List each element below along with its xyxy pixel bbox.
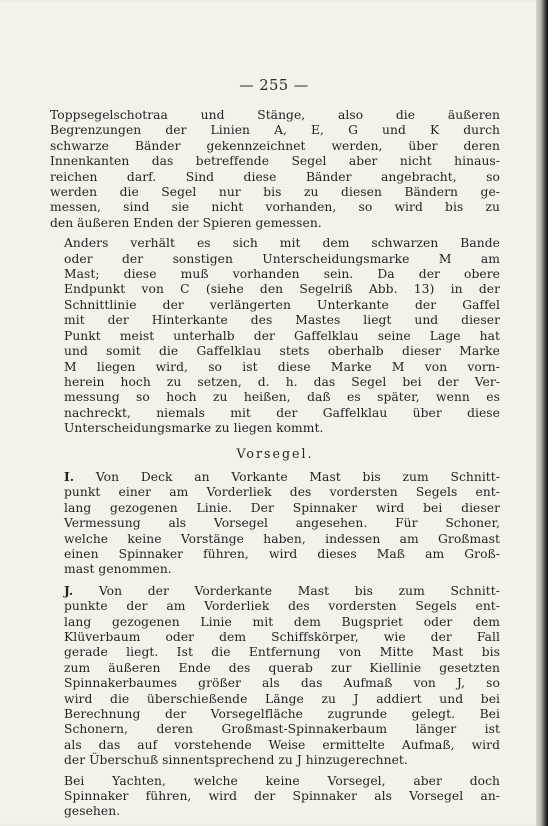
text-line: punkte der am Vorderliek des vordersten Segels ent- [64, 599, 500, 614]
text-line: zum äußeren Ende des querab zur Kiellinie gesetzten [64, 660, 500, 675]
text-line: Endpunkt von C (siehe den Segelriß Abb. 13) in der [64, 282, 500, 297]
text-line: lang gezogenen Linie mit dem Bugspriet oder dem [64, 614, 500, 629]
text-line: Schnittlinie der verlängerten Unterkante der Gaffel [64, 297, 500, 312]
text-line: gerade liegt. Ist die Entfernung von Mitte Mast bis [64, 645, 500, 660]
paragraph [50, 469, 500, 578]
section-heading: Vorsegel. [236, 445, 314, 461]
text-line: nachreckt, niemals mit der Gaffelklau über diese [64, 405, 500, 420]
text-line: Vermessung als Vorsegel angesehen. Für Schoner, [64, 516, 500, 531]
text-line: wird die überschießende Länge zu J addiert und bei [64, 691, 500, 706]
text-line: M liegen wird, so ist diese Marke M von vorn- [64, 359, 500, 374]
text-line: oder der sonstigen Unterscheidungsmarke M am [64, 251, 500, 266]
book-spine-shadow [536, 0, 548, 826]
text-line: Schonern, deren Großmast-Spinnakerbaum länger ist [64, 722, 500, 737]
text-line: welche keine Vorstänge haben, indessen am Großmast [64, 531, 500, 546]
text-line: lang gezogenen Linie. Der Spinnaker wird bei dieser [64, 500, 500, 515]
text-line: Unterscheidungsmarke zu liegen kommt. [64, 421, 324, 436]
text-line: herein hoch zu setzen, d. h. das Segel bei der Ver- [64, 374, 500, 389]
text-line: Innenkanten das betreffende Segel aber nicht hinaus- [50, 154, 500, 169]
paragraph [50, 774, 500, 820]
text-line: Begrenzungen der Linien A, E, G und K durch [50, 123, 500, 138]
text-line: Bei Yachten, welche keine Vorsegel, aber doch [64, 773, 500, 788]
page-text [50, 108, 500, 820]
text-line: Anders verhält es sich mit dem schwarzen Bande [64, 236, 500, 251]
paragraph [50, 108, 500, 231]
paragraph-lead-label: I. [64, 468, 75, 484]
text-line: punkt einer am Vorderliek des vordersten Segels ent- [64, 485, 500, 500]
page-number: — 255 — [239, 78, 309, 94]
text-line: Berechnung der Vorsegelfläche zugrunde gelegt. Bei [64, 707, 500, 722]
text-line: werden die Segel nur bis zu diesen Bändern ge- [50, 185, 500, 200]
text-line: reichen darf. Sind diese Bänder angebracht, so [50, 169, 500, 184]
paragraph-lead-label: J. [64, 582, 74, 598]
text-line: schwarze Bänder gekennzeichnet werden, über deren [50, 138, 500, 153]
text-line: Spinnaker führen, wird der Spinnaker als Vorsegel an- [64, 789, 500, 804]
text-line: Mast; diese muß vorhanden sein. Da der obere [64, 267, 500, 282]
text-line: messen, sind sie nicht vorhanden, so wird bis zu [50, 200, 500, 215]
text-line: I. Von Deck an Vorkante Mast bis zum Schnitt- [64, 468, 500, 484]
text-line: messung so hoch zu heißen, daß es später, wenn es [64, 390, 500, 405]
text-line: den äußeren Enden der Spieren gemessen. [50, 215, 322, 230]
text-line: einen Spinnaker führen, wird dieses Maß am Groß- [64, 546, 500, 561]
text-line: Punkt meist unterhalb der Gaffelklau seine Lage hat [64, 328, 500, 343]
text-line: mast genommen. [64, 562, 172, 577]
text-line: und somit die Gaffelklau stets oberhalb dieser Marke [64, 344, 500, 359]
text-line: der Überschuß sinnentsprechend zu J hinzugerechnet. [64, 753, 408, 768]
text-line: als das auf vorstehende Weise ermittelte Aufmaß, wird [64, 737, 500, 752]
paragraph [50, 583, 500, 769]
text-line: J. Von der Vorderkante Mast bis zum Schnitt- [64, 582, 500, 598]
text-line: Klüverbaum oder dem Schiffskörper, wie der Fall [64, 630, 500, 644]
text-line: gesehen. [64, 804, 121, 819]
text-line: Spinnakerbaumes größer als das Aufmaß von J, so [64, 676, 500, 691]
paragraph [50, 236, 500, 436]
text-line: mit der Hinterkante des Mastes liegt und dieser [64, 313, 500, 328]
text-line: Toppsegelschotraa und Stänge, also die äußeren [50, 108, 500, 122]
